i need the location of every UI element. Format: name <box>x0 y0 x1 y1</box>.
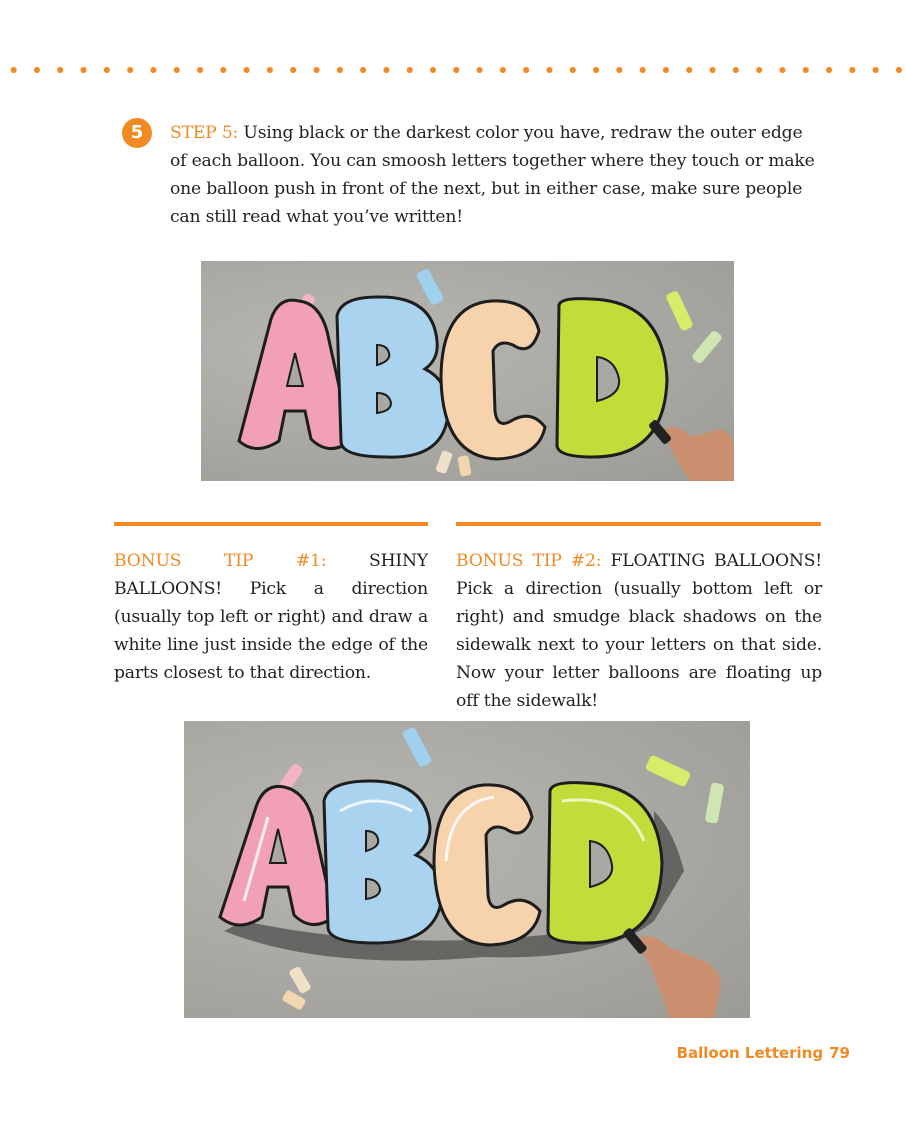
chalk-stick-icon <box>435 450 453 474</box>
bonus-tip-2 <box>456 547 822 715</box>
tip-rule <box>114 522 428 526</box>
page-number: 79 <box>829 1044 850 1062</box>
chalk-stick-icon <box>457 455 471 477</box>
letter-b <box>337 297 448 457</box>
chalk-stick-icon <box>415 268 444 306</box>
tip-text: Pick a direction (usually top left or right) and draw a white line just inside the edge of the parts closest to that direction. <box>114 579 428 683</box>
letter-c <box>441 301 545 459</box>
chalk-stick-icon <box>645 754 692 787</box>
chalk-stick-icon <box>288 966 311 995</box>
section-title: Balloon Lettering <box>676 1044 824 1062</box>
dotted-divider <box>0 66 906 74</box>
step-paragraph <box>170 119 820 231</box>
chalk-stick-icon <box>665 290 694 332</box>
chalk-photo-shiny-floating <box>184 721 750 1018</box>
letter-b <box>324 781 441 943</box>
hand-icon <box>663 427 734 481</box>
chalk-stick-icon <box>691 329 723 364</box>
chalk-stick-icon <box>705 782 725 824</box>
step-number-badge: 5 <box>122 118 152 148</box>
step-text: Using black or the darkest color you have, redraw the outer edge of each balloon. You can smoosh letters together where they touch or make one balloon push in front of the next, but in either case, make sure people can still read what you’ve written! <box>170 123 815 227</box>
tip-label: BONUS TIP #1: <box>114 551 327 571</box>
step-label: STEP 5: <box>170 123 239 143</box>
bonus-tip-1 <box>114 547 428 687</box>
hand-icon <box>636 936 721 1018</box>
chalk-stick-icon <box>401 726 432 768</box>
tip-text: Pick a direction (usually bottom left or right) and smudge black shadows on the sidewalk next to your letters on that side. Now your letter balloons are floating up off the sidewalk! <box>456 579 822 711</box>
chalk-photo-outlined <box>201 261 734 481</box>
page-footer <box>677 1044 850 1062</box>
tip-title: SHINY BALLOONS! <box>114 551 428 599</box>
tip-rule <box>456 522 821 526</box>
letter-c <box>434 785 540 945</box>
tip-title: FLOATING BALLOONS! <box>610 551 822 571</box>
tip-label: BONUS TIP #2: <box>456 551 602 571</box>
